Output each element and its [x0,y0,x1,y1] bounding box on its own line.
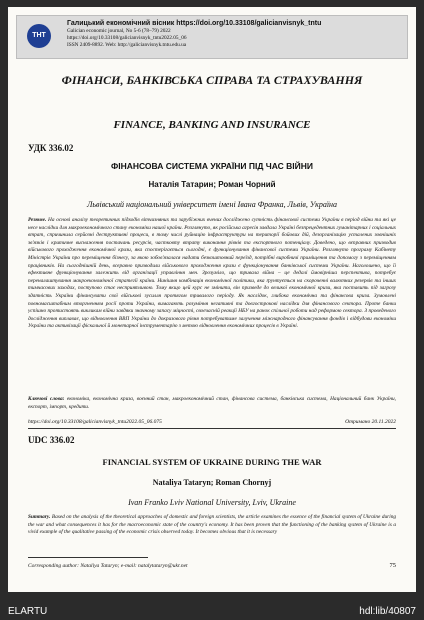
udc-ua: УДК 336.02 [28,143,74,153]
abstract-ua [28,217,396,395]
summary-label-en: Summary. [28,514,51,520]
article-title-en: FINANCIAL SYSTEM OF UKRAINE DURING THE WAR [102,457,322,467]
article-title-ua: ФІНАНСОВА СИСТЕМА УКРАЇНИ ПІД ЧАС ВІЙНИ [110,161,314,171]
keywords-ua [28,396,396,411]
journal-doi-line: https://doi.org/10.33108/galicianvisnyk_tntu2022.05_06 [67,34,187,41]
journal-issn-line: ISSN 2409-8892. Web: http://galicianvisnyk.tntu.edu.ua [67,41,187,48]
doi-row [28,419,396,425]
affiliation-ua: Львівський національний університет імені Івана Франка, Львів, Україна [86,200,338,209]
keywords-label-ua: Ключові слова: [28,396,65,402]
article-doi: https://doi.org/10.33108/galicianvisnyk_tntu2022.05_06.075 [28,419,162,425]
journal-issue-line: Galician economic journal, No 5-6 (78–79) 2022 [67,28,171,34]
authors-en: Nataliya Tataryn; Roman Chornyj [152,478,272,487]
journal-logo: ТНТ [27,24,51,48]
footnote-rule [28,557,148,558]
authors-ua: Наталія Татарин; Роман Чорний [148,180,276,189]
keywords-text-ua: економіка, економічна криза, воєнний стан, макроекономічний стан, фінансова система, банківська система, Національний банк України, експорт, імпорт, кредити. [28,396,397,410]
summary-en [28,514,396,546]
footer [28,563,396,569]
corresponding-author: Corresponding author: Nataliya Tataryn; e-mail: natalytataryn@ukr.net [28,563,188,569]
divider [28,428,396,429]
abstract-label-ua: Резюме. [28,217,47,223]
abstract-text-ua: На основі аналізу теоретичних підходів вітчизняних та зарубіжних вчених досліджено сутність фінансової системи України в період війни та які це несе наслідки для макроекономічного стану економіки нашої країни. Розглянуто, як російська агресія завдала Україні безпрецедентних гуманітарних і соціальних втрат, спричинила серйозні деструктивні процеси, в тому числі руйнацію інфраструктури на території бойових дій, дезорганізацію усталених зовнішніх зв'язків і критичне виснаження постачань ресурсів, частковту втрату виконання рівнів та експортного потенціалу. Доведено, що вєправних призводив військового проходження економічної кризи, яка спостерігається сьогодні, є функціонування фінансової системи України. Розглянуто програму Кабінету Міністрів України про переміщення бізнесу, за якою зобов'язалася надати безкоштовний переїзд, потрібні виробничі приміщення та допомогу з переміщенням працівників. На сьогоднішній день, всеравно призводили військового проходження кризи є функціонування банківської системи України. Наголошено, що її ефективне функціонування залежить від організації управління мен. Зрозуміло, що тривала війна – це дедалі ймовірніша перспектива, потребує переналаштування макроекономічної стратегії країни. Нинішня комбінація економічної політики, яка ґрунтується на скороченні валютних резервів та інших тимчасових заходах, поступово стає несприятливою. Тому якщо цей курс не змінити, він призведе до великої економічної кризи, яка поставить під загрозу здатність України фінансувати свої військові зусилля протягом тривалого періоду. Як наслідок, глибока економічна та фінансова криза. Зумовлені повномасштабним вторгненням росії проти України, вимагають розуміння негативні та довгострокові наслідки для фінансового сектора. Проте банки успішно протистоять викликам війни завдяки значному запасу міцності, своєчасній реакції НБУ на ранок спільної роботи над реформою сектора. З проведеного дослідження виплаває, що відновлення ВВП України до докризового рівня потребуватиме залучення міжнародного фінансування фондів і відбудови економіки України та активізації фіскальної й монетарної інструментарію з метою відновлення економічних процесів в Україні. [28,217,396,330]
affiliation-en: Ivan Franko Lviv National University, Lviv, Ukraine [128,498,296,507]
received-date: Отримано 20.11.2022 [345,419,396,425]
handle-label: hdl:lib/40807 [359,606,416,617]
udc-en: UDC 336.02 [28,435,75,445]
journal-title-line: Галицький економічний вісник https://doi.org/10.33108/galicianvisnyk_tntu [67,20,322,27]
journal-page [8,7,416,592]
journal-header [16,15,408,59]
section-title-en: FINANCE, BANKING AND INSURANCE [113,119,311,131]
section-title-ua: ФІНАНСИ, БАНКІВСЬКА СПРАВА ТА СТРАХУВАННЯ [61,73,363,87]
repository-label: ELARTU [8,606,48,617]
summary-text-en: Based on the analysis of the theoretical approaches of domestic and foreign scientists, the article examines the essence of the financial system of Ukraine during the war and what consequences it has for the macroeconomic state of the country's economy. It has been proven that the functioning of the banking system of Ukraine is a vivid example of the qualitative passing of the economic crisis observed today. It becomes obvious that it is necessary [28,514,396,536]
page-number: 75 [389,562,396,569]
